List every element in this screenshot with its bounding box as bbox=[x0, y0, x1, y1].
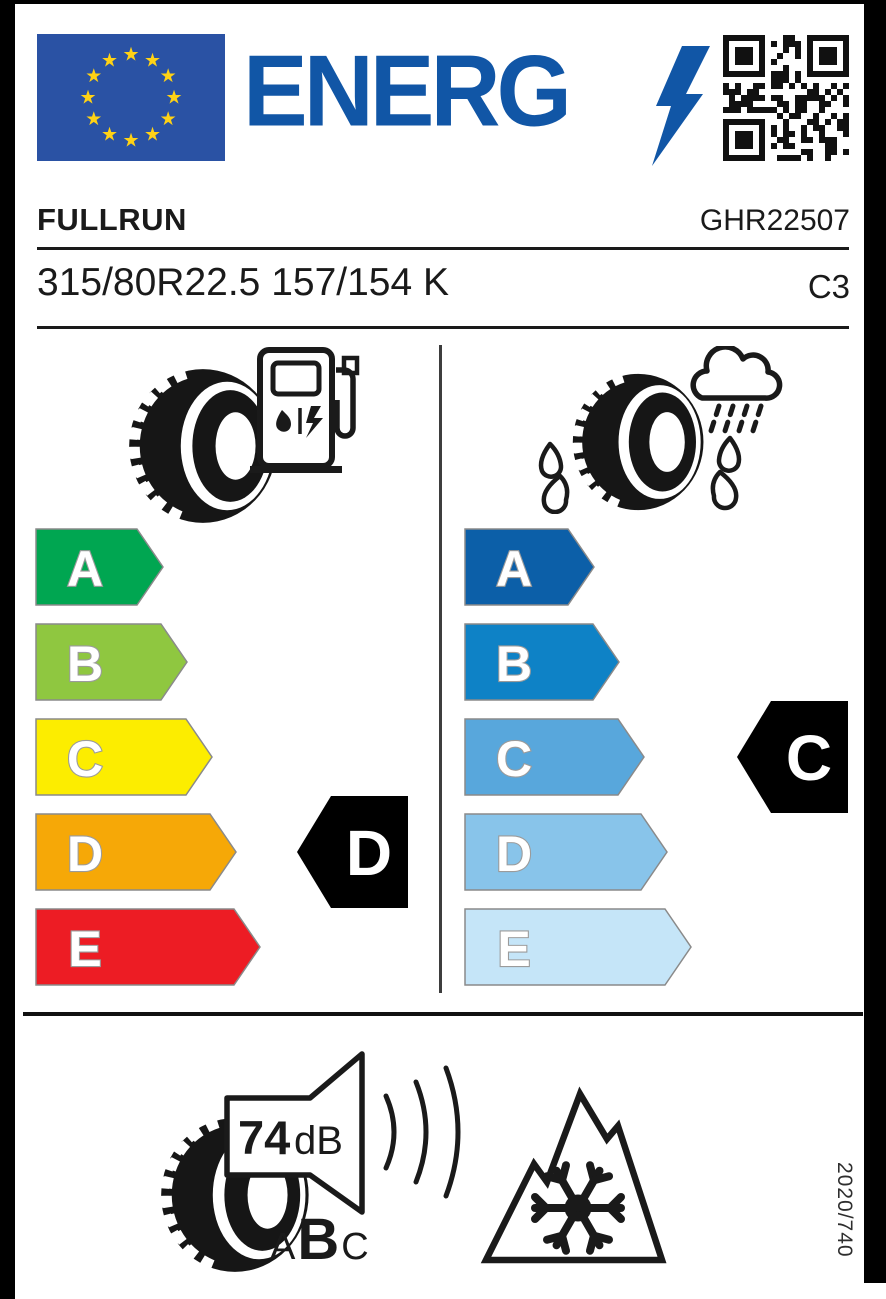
wet-grip-grade-letter: A bbox=[495, 541, 533, 597]
eu-flag-icon bbox=[37, 34, 225, 161]
wet-grip-grade-letter: E bbox=[497, 921, 531, 977]
regulation-number: 2020/740 bbox=[833, 1162, 856, 1258]
wet-grip-grade-d-arrow bbox=[464, 813, 669, 891]
eu-star-icon: ★ bbox=[122, 44, 140, 66]
fuel-efficiency-grade-d-arrow bbox=[35, 813, 238, 891]
fuel-efficiency-rating-letter: D bbox=[345, 817, 393, 889]
wet-grip-rating-letter: C bbox=[785, 722, 833, 794]
fuel-efficiency-grade-c-arrow bbox=[35, 718, 214, 796]
fuel-efficiency-grade-letter: C bbox=[66, 731, 104, 787]
fuel-efficiency-grade-letter: E bbox=[68, 921, 102, 977]
fuel-efficiency-grade-letter: A bbox=[66, 541, 104, 597]
model-code: GHR22507 bbox=[699, 204, 850, 237]
wet-grip-grade-letter: B bbox=[495, 636, 533, 692]
wet-grip-rating-indicator bbox=[737, 700, 849, 814]
lightning-bolt-icon bbox=[646, 46, 710, 166]
fuel-efficiency-grade-letter: B bbox=[66, 636, 104, 692]
divider-line bbox=[37, 326, 849, 329]
eu-star-icon: ★ bbox=[143, 50, 162, 72]
divider-line bbox=[37, 247, 849, 250]
wet-grip-grade-e-arrow bbox=[464, 908, 693, 986]
wet-grip-grade-b-arrow bbox=[464, 623, 621, 701]
eu-star-icon: ★ bbox=[85, 66, 103, 87]
noise-unit: dB bbox=[294, 1119, 343, 1163]
noise-class-b: B bbox=[297, 1207, 342, 1272]
three-peak-mountain-snowflake-icon bbox=[478, 1086, 670, 1268]
fuel-efficiency-scale bbox=[35, 528, 275, 988]
fuel-efficiency-grade-b-arrow bbox=[35, 623, 189, 701]
wet-grip-scale bbox=[464, 528, 704, 988]
noise-class-c: C bbox=[341, 1226, 371, 1268]
fuel-efficiency-grade-a-arrow bbox=[35, 528, 165, 606]
fuel-efficiency-grade-letter: D bbox=[66, 826, 104, 882]
brand-name: FULLRUN bbox=[37, 202, 187, 237]
fuel-efficiency-grade-e-arrow bbox=[35, 908, 262, 986]
eu-star-icon: ★ bbox=[165, 87, 183, 109]
water-splash-icon bbox=[534, 438, 592, 514]
noise-class-a: A bbox=[270, 1226, 298, 1268]
eu-star-icon: ★ bbox=[143, 124, 162, 146]
eu-star-icon: ★ bbox=[159, 66, 177, 87]
eu-star-icon: ★ bbox=[79, 87, 97, 109]
eu-star-icon: ★ bbox=[122, 130, 140, 152]
loudspeaker-icon bbox=[222, 1048, 372, 1218]
wet-grip-grade-a-arrow bbox=[464, 528, 596, 606]
eu-star-icon: ★ bbox=[85, 109, 103, 130]
noise-class-letters bbox=[270, 1206, 371, 1273]
wet-grip-grade-letter: D bbox=[495, 826, 533, 882]
label-border-left bbox=[0, 0, 15, 1299]
rain-cloud-icon bbox=[676, 346, 794, 442]
wet-grip-grade-c-arrow bbox=[464, 718, 646, 796]
tyre-size-designation: 315/80R22.5 157/154 K bbox=[37, 261, 450, 304]
fuel-efficiency-rating-indicator bbox=[297, 795, 409, 909]
divider-line bbox=[23, 1012, 863, 1016]
label-border-right bbox=[864, 0, 886, 1283]
label-border-top bbox=[0, 0, 886, 4]
column-divider bbox=[439, 345, 442, 993]
eu-star-icon: ★ bbox=[100, 50, 119, 72]
qr-code-icon bbox=[722, 34, 850, 162]
tyre-class: C3 bbox=[807, 268, 850, 305]
eu-star-icon: ★ bbox=[100, 124, 119, 146]
wet-grip-grade-letter: C bbox=[495, 731, 533, 787]
eu-star-icon: ★ bbox=[159, 109, 177, 130]
water-splash-icon bbox=[676, 432, 746, 512]
sound-waves-icon bbox=[372, 1058, 468, 1206]
energ-logo-text: ENERG bbox=[243, 33, 568, 148]
fuel-pump-icon bbox=[248, 346, 366, 474]
noise-value: 74 bbox=[238, 1111, 291, 1164]
